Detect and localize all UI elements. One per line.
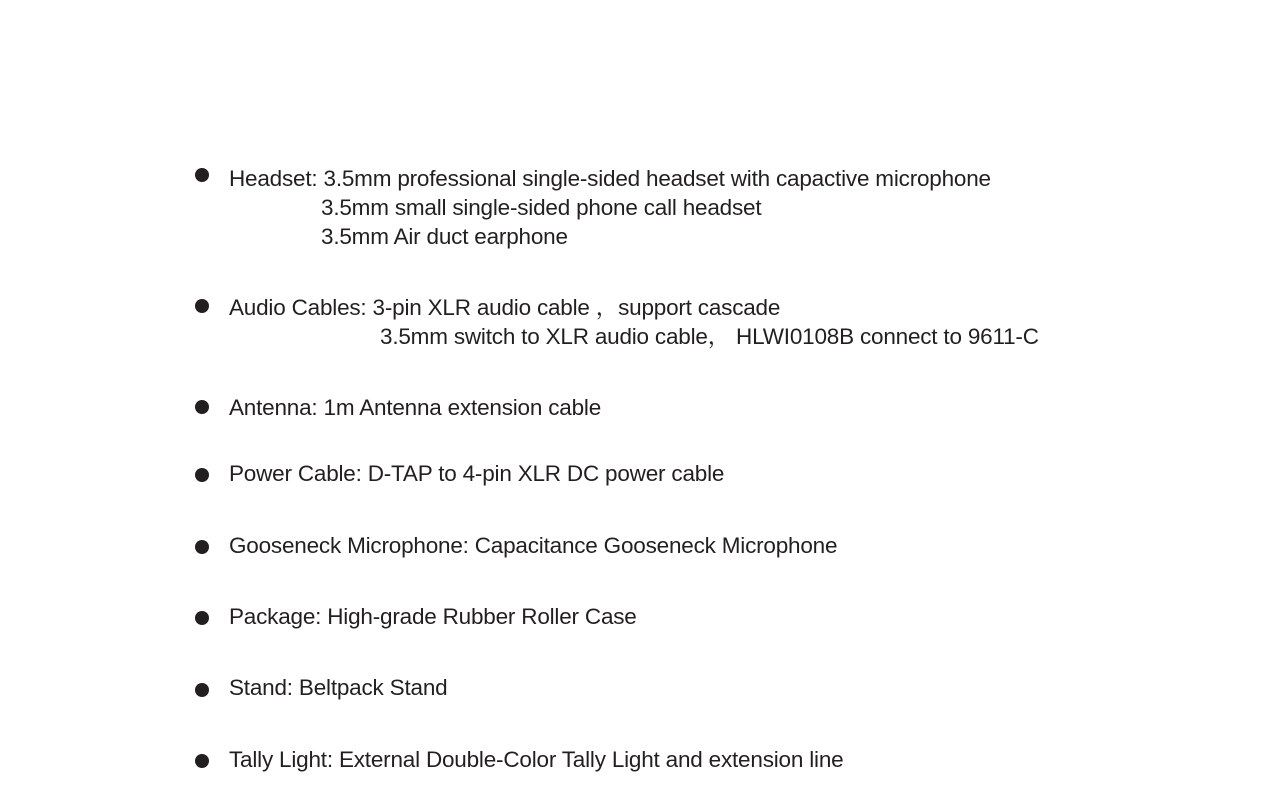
bullet-icon: [195, 468, 209, 482]
bullet-icon: [195, 611, 209, 625]
gooseneck-line: Gooseneck Microphone: Capacitance Gooseneck Microphone: [229, 533, 838, 558]
bullet-icon: [195, 540, 209, 554]
bullet-icon: [195, 168, 209, 182]
package-line: Package: High-grade Rubber Roller Case: [229, 604, 637, 629]
audio-cables-line-1: Audio Cables: 3-pin XLR audio cable ，support cascade: [229, 295, 781, 320]
audio-cables-line-2: 3.5mm switch to XLR audio cable， HLWI0108B connect to 9611-C: [380, 324, 1039, 349]
tally-light-line: Tally Light: External Double-Color Tally Light and extension line: [229, 747, 844, 772]
bullet-icon: [195, 754, 209, 768]
headset-line-2: 3.5mm small single-sided phone call headset: [321, 195, 762, 220]
bullet-icon: [195, 299, 209, 313]
headset-line-1: Headset: 3.5mm professional single-sided headset with capactive microphone: [229, 166, 991, 191]
bullet-icon: [195, 683, 209, 697]
bullet-icon: [195, 400, 209, 414]
headset-line-3: 3.5mm Air duct earphone: [321, 224, 568, 249]
stand-line: Stand: Beltpack Stand: [229, 675, 448, 700]
antenna-line: Antenna: 1m Antenna extension cable: [229, 395, 602, 420]
power-cable-line: Power Cable: D-TAP to 4-pin XLR DC power cable: [229, 461, 725, 486]
